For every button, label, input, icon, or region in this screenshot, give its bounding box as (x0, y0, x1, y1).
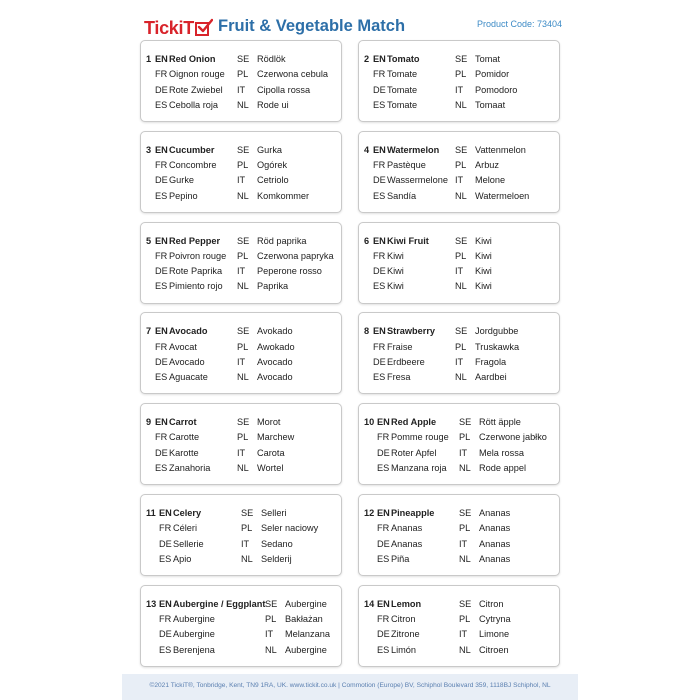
card-number: 7 (146, 326, 152, 337)
word-card-8 (358, 312, 560, 394)
translation-es: Piña (391, 553, 410, 564)
card-number: 14 (364, 598, 375, 609)
translation-fr: Citron (391, 614, 416, 625)
card-number: 11 (146, 508, 156, 518)
word-card-3 (140, 131, 342, 213)
translation-nl: Rode appel (479, 463, 526, 474)
translation-nl: Aardbei (475, 372, 507, 383)
translation-pl: Czerwona cebula (257, 69, 328, 80)
language-code: EN (373, 235, 386, 246)
translation-se: Ananas (479, 508, 511, 518)
language-code: ES (155, 281, 168, 292)
language-code: NL (459, 463, 471, 474)
translation-en: Carrot (169, 417, 197, 428)
language-code: IT (265, 629, 274, 640)
language-code: PL (459, 432, 471, 443)
translation-de: Rote Paprika (169, 266, 223, 277)
language-code: PL (237, 160, 249, 171)
translation-pl: Marchew (257, 432, 295, 443)
language-code: IT (237, 84, 246, 95)
translation-nl: Citroen (479, 644, 509, 655)
language-code: DE (377, 538, 390, 549)
language-code: SE (237, 326, 250, 337)
language-code: PL (459, 614, 471, 625)
word-card-7 (140, 312, 342, 394)
language-code: FR (159, 614, 172, 625)
language-code: DE (373, 175, 386, 186)
translation-es: Limón (391, 644, 417, 655)
translation-it: Ananas (479, 538, 511, 549)
language-code: SE (459, 417, 472, 428)
translation-fr: Concombre (169, 160, 217, 171)
translation-en: Avocado (169, 326, 208, 337)
footer (122, 674, 578, 700)
language-code: NL (459, 644, 471, 655)
translation-es: Pimiento rojo (169, 281, 223, 292)
translation-es: Fresa (387, 372, 411, 383)
word-card-1 (140, 40, 342, 122)
translation-de: Kiwi (387, 266, 404, 277)
translation-it: Melone (475, 175, 506, 186)
language-code: FR (373, 341, 386, 352)
translation-es: Aguacate (169, 372, 208, 383)
language-code: FR (373, 160, 386, 171)
language-code: DE (373, 266, 386, 277)
translation-de: Ananas (391, 538, 423, 549)
language-code: FR (377, 614, 390, 625)
language-code: IT (237, 356, 246, 367)
language-code: FR (155, 160, 168, 171)
language-code: FR (159, 523, 172, 534)
translation-se: Rött äpple (479, 417, 521, 428)
translation-fr: Oignon rouge (169, 69, 225, 80)
word-card-14 (358, 585, 560, 667)
translation-se: Gurka (257, 144, 283, 155)
language-code: DE (159, 538, 172, 549)
language-code: SE (237, 235, 250, 246)
language-code: DE (373, 84, 386, 95)
translation-nl: Watermeloen (475, 190, 530, 201)
translation-en: Celery (173, 508, 202, 518)
language-code: PL (241, 523, 253, 534)
language-code: SE (237, 144, 250, 155)
translation-it: Kiwi (475, 266, 492, 277)
translation-de: Roter Apfel (391, 447, 437, 458)
language-code: IT (237, 266, 246, 277)
product-code: Product Code: 73404 (476, 19, 562, 29)
card-number: 13 (146, 598, 157, 609)
language-code: EN (155, 54, 168, 64)
card-number: 1 (146, 54, 152, 64)
translation-pl: Pomidor (475, 69, 510, 80)
language-code: IT (455, 175, 464, 186)
translation-es: Pepino (169, 190, 198, 201)
language-code: NL (455, 281, 467, 292)
card-number: 10 (364, 417, 375, 428)
translation-de: Avocado (169, 356, 205, 367)
language-code: PL (455, 250, 467, 261)
translation-pl: Arbuz (475, 160, 500, 171)
language-code: DE (159, 629, 172, 640)
language-code: IT (455, 266, 464, 277)
translation-en: Pineapple (391, 508, 435, 518)
translation-it: Carota (257, 447, 285, 458)
card-number: 5 (146, 235, 152, 246)
language-code: FR (155, 341, 168, 352)
language-code: NL (455, 190, 467, 201)
translation-en: Red Onion (169, 54, 216, 64)
translation-fr: Poivron rouge (169, 250, 227, 261)
translation-pl: Czerwona papryka (257, 250, 334, 261)
language-code: NL (237, 463, 249, 474)
translation-se: Aubergine (285, 598, 327, 609)
word-card-10 (358, 403, 560, 485)
worksheet (122, 0, 578, 700)
translation-de: Rote Zwiebel (169, 84, 223, 95)
language-code: EN (373, 54, 386, 64)
language-code: PL (237, 432, 249, 443)
card-number: 8 (364, 326, 370, 337)
translation-it: Melanzana (285, 629, 330, 640)
translation-en: Lemon (391, 598, 422, 609)
language-code: EN (155, 326, 168, 337)
translation-es: Manzana roja (391, 463, 447, 474)
language-code: ES (155, 99, 168, 110)
translation-nl: Rode ui (257, 99, 289, 110)
language-code: NL (237, 281, 249, 292)
language-code: SE (455, 326, 468, 337)
language-code: IT (237, 447, 246, 458)
translation-se: Jordgubbe (475, 326, 519, 337)
word-card-13 (140, 585, 342, 667)
language-code: SE (459, 598, 472, 609)
word-card-4 (358, 131, 560, 213)
card-number: 9 (146, 417, 152, 428)
translation-de: Aubergine (173, 629, 215, 640)
language-code: SE (241, 508, 254, 518)
translation-pl: Kiwi (475, 250, 492, 261)
language-code: IT (459, 538, 468, 549)
translation-es: Zanahoria (169, 463, 211, 474)
language-code: SE (265, 598, 278, 609)
language-code: FR (373, 69, 386, 80)
card-number: 6 (364, 235, 370, 246)
card-number: 2 (364, 54, 370, 64)
language-code: PL (237, 250, 249, 261)
translation-es: Sandía (387, 190, 417, 201)
language-code: NL (459, 553, 471, 564)
language-code: EN (373, 144, 386, 155)
translation-nl: Paprika (257, 281, 289, 292)
translation-nl: Ananas (479, 553, 511, 564)
card-number: 4 (364, 144, 370, 155)
translation-en: Aubergine / Eggplant (173, 598, 266, 609)
language-code: ES (159, 644, 172, 655)
language-code: ES (155, 372, 168, 383)
language-code: IT (237, 175, 246, 186)
translation-de: Zitrone (391, 629, 420, 640)
language-code: ES (377, 463, 390, 474)
language-code: FR (377, 523, 390, 534)
language-code: ES (373, 372, 386, 383)
translation-es: Apio (173, 553, 192, 564)
language-code: ES (377, 644, 390, 655)
card-number: 3 (146, 144, 152, 155)
translation-es: Kiwi (387, 281, 404, 292)
card-number: 12 (364, 508, 375, 518)
footer-text: ©2021 TickiT®, Tonbridge, Kent, TN9 1RA, UK. www.tickit.co.uk | Commotion (Europe) BV, Schiphol Boulevard 359, 1118BJ Schiphol, NL (149, 682, 551, 689)
translation-pl: Truskawka (475, 341, 520, 352)
translation-pl: Ogórek (257, 160, 288, 171)
language-code: PL (265, 614, 277, 625)
language-code: DE (377, 629, 390, 640)
translation-en: Cucumber (169, 144, 215, 155)
translation-se: Tomat (475, 54, 501, 64)
language-code: NL (265, 644, 277, 655)
translation-nl: Wortel (257, 463, 284, 474)
translation-fr: Fraise (387, 341, 413, 352)
language-code: IT (455, 356, 464, 367)
translation-de: Sellerie (173, 538, 204, 549)
language-code: ES (373, 99, 386, 110)
language-code: ES (373, 190, 386, 201)
translation-it: Limone (479, 629, 510, 640)
translation-fr: Ananas (391, 523, 423, 534)
translation-de: Erdbeere (387, 356, 425, 367)
language-code: IT (459, 629, 468, 640)
translation-nl: Selderij (261, 553, 292, 564)
language-code: EN (373, 326, 386, 337)
word-card-6 (358, 222, 560, 304)
language-code: ES (373, 281, 386, 292)
translation-it: Cetriolo (257, 175, 289, 186)
translation-se: Kiwi (475, 235, 492, 246)
language-code: SE (237, 417, 250, 428)
translation-it: Fragola (475, 356, 507, 367)
language-code: SE (455, 144, 468, 155)
language-code: EN (159, 598, 172, 609)
language-code: EN (155, 235, 168, 246)
translation-es: Cebolla roja (169, 99, 219, 110)
translation-nl: Komkommer (257, 190, 310, 201)
language-code: EN (159, 508, 172, 518)
translation-en: Kiwi Fruit (387, 235, 429, 246)
checkmark-icon (195, 22, 209, 36)
language-code: NL (237, 99, 249, 110)
translation-de: Tomate (387, 84, 418, 95)
word-card-5 (140, 222, 342, 304)
language-code: EN (377, 598, 390, 609)
translation-nl: Avocado (257, 372, 293, 383)
translation-it: Avocado (257, 356, 293, 367)
word-card-2 (358, 40, 560, 122)
language-code: DE (373, 356, 386, 367)
language-code: FR (377, 432, 390, 443)
language-code: ES (155, 190, 168, 201)
translation-de: Gurke (169, 175, 195, 186)
language-code: FR (155, 432, 168, 443)
language-code: FR (155, 250, 168, 261)
translation-es: Berenjena (173, 644, 215, 655)
translation-pl: Seler naciowy (261, 523, 319, 534)
language-code: NL (241, 553, 253, 564)
translation-pl: Awokado (257, 341, 295, 352)
word-card-12 (358, 494, 560, 576)
translation-pl: Cytryna (479, 614, 511, 625)
translation-en: Red Pepper (169, 235, 221, 246)
language-code: EN (377, 508, 390, 518)
language-code: FR (373, 250, 386, 261)
language-code: SE (459, 508, 472, 518)
language-code: FR (155, 69, 168, 80)
language-code: NL (237, 372, 249, 383)
translation-pl: Bakłażan (285, 614, 323, 625)
translation-en: Strawberry (387, 326, 436, 337)
language-code: DE (155, 84, 168, 95)
translation-it: Cipolla rossa (257, 84, 311, 95)
language-code: PL (455, 69, 467, 80)
page-title: Fruit & Vegetable Match (218, 17, 406, 35)
translation-fr: Pomme rouge (391, 432, 449, 443)
language-code: SE (455, 235, 468, 246)
language-code: IT (241, 538, 250, 549)
language-code: DE (155, 266, 168, 277)
translation-en: Red Apple (391, 417, 437, 428)
language-code: PL (459, 523, 471, 534)
translation-se: Röd paprika (257, 235, 307, 246)
language-code: DE (155, 447, 168, 458)
translation-en: Tomato (387, 54, 420, 64)
language-code: EN (377, 417, 390, 428)
language-code: DE (155, 175, 168, 186)
translation-nl: Tomaat (475, 99, 506, 110)
language-code: DE (155, 356, 168, 367)
language-code: ES (159, 553, 172, 564)
translation-se: Vattenmelon (475, 144, 526, 155)
translation-fr: Avocat (169, 341, 197, 352)
language-code: ES (155, 463, 168, 474)
language-code: PL (237, 341, 249, 352)
translation-it: Pomodoro (475, 84, 518, 95)
language-code: EN (155, 417, 168, 428)
translation-it: Sedano (261, 538, 293, 549)
translation-fr: Pastèque (387, 160, 426, 171)
translation-fr: Aubergine (173, 614, 215, 625)
language-code: IT (455, 84, 464, 95)
translation-fr: Tomate (387, 69, 418, 80)
translation-se: Morot (257, 417, 281, 428)
translation-pl: Ananas (479, 523, 511, 534)
word-card-9 (140, 403, 342, 485)
header (122, 14, 578, 40)
translation-fr: Céleri (173, 523, 197, 534)
translation-fr: Kiwi (387, 250, 404, 261)
translation-nl: Kiwi (475, 281, 492, 292)
translation-pl: Czerwone jabłko (479, 432, 547, 443)
language-code: NL (455, 99, 467, 110)
word-card-11 (140, 494, 342, 576)
translation-fr: Carotte (169, 432, 200, 443)
translation-de: Karotte (169, 447, 199, 458)
language-code: EN (155, 144, 168, 155)
translation-en: Watermelon (387, 144, 440, 155)
logo-text: TickiT (144, 17, 194, 38)
language-code: PL (455, 160, 467, 171)
language-code: ES (377, 553, 390, 564)
tickit-logo (144, 17, 209, 39)
language-code: IT (459, 447, 468, 458)
translation-es: Tomate (387, 99, 418, 110)
translation-de: Wassermelone (387, 175, 448, 186)
translation-se: Rödlök (257, 54, 286, 64)
language-code: PL (455, 341, 467, 352)
language-code: NL (455, 372, 467, 383)
language-code: NL (237, 190, 249, 201)
language-code: SE (237, 54, 250, 64)
translation-se: Avokado (257, 326, 293, 337)
translation-nl: Aubergine (285, 644, 327, 655)
language-code: PL (237, 69, 249, 80)
language-code: DE (377, 447, 390, 458)
translation-it: Mela rossa (479, 447, 524, 458)
language-code: SE (455, 54, 468, 64)
translation-se: Selleri (261, 508, 287, 518)
translation-se: Citron (479, 598, 504, 609)
translation-it: Peperone rosso (257, 266, 322, 277)
